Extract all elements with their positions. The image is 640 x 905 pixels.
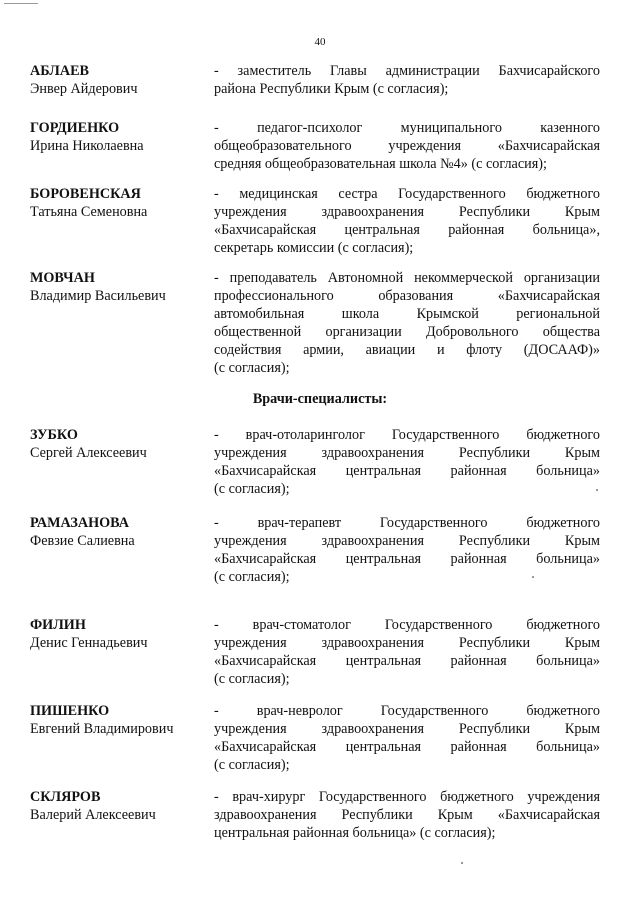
scan-corner-mark: [4, 0, 38, 4]
member-surname: ЗУБКО: [30, 427, 78, 443]
role-line: «Бахчисарайская центральная районная больница»: [214, 739, 600, 755]
role-line: (с согласия);: [214, 481, 290, 497]
member-surname: СКЛЯРОВ: [30, 789, 101, 805]
member-surname: ГОРДИЕНКО: [30, 120, 120, 136]
role-line: учреждения здравоохранения Республики Крым: [214, 445, 600, 461]
member-name: [30, 62, 210, 98]
role-line: - заместитель Главы администрации Бахчисарайского: [214, 63, 600, 79]
member-surname: ФИЛИН: [30, 617, 86, 633]
member-given-name: Февзие Салиевна: [30, 533, 135, 549]
role-line: - врач-отоларинголог Государственного бюджетного: [214, 427, 600, 443]
role-line: «Бахчисарайская центральная районная больница»,: [214, 222, 600, 238]
member-role: [214, 119, 600, 173]
member-surname: РАМАЗАНОВА: [30, 515, 129, 531]
role-line: - педагог-психолог муниципального казенного: [214, 120, 600, 136]
member-role: [214, 426, 600, 498]
role-line: секретарь комиссии (с согласия);: [214, 240, 414, 256]
role-line: содействия армии, авиации и флоту (ДОСААФ)»: [214, 342, 600, 358]
member-given-name: Энвер Айдерович: [30, 81, 138, 97]
member-name: [30, 788, 210, 824]
role-line: учреждения здравоохранения Республики Крым: [214, 533, 600, 549]
role-line: учреждения здравоохранения Республики Крым: [214, 204, 600, 220]
role-line: (с согласия);: [214, 569, 290, 585]
role-line: - врач-хирург Государственного бюджетного учреждения: [214, 789, 600, 805]
member-name: [30, 119, 210, 155]
role-line: - медицинская сестра Государственного бюджетного: [214, 186, 600, 202]
role-line: района Республики Крым (с согласия);: [214, 81, 449, 97]
member-surname: ПИШЕНКО: [30, 703, 110, 719]
member-role: [214, 514, 600, 586]
role-line: (с согласия);: [214, 360, 290, 376]
scan-speck: [596, 489, 598, 491]
member-name: [30, 702, 210, 738]
role-line: средняя общеобразовательная школа №4» (с согласия);: [214, 156, 547, 172]
role-line: автомобильная школа Крымской региональной: [214, 306, 600, 322]
scan-speck: [532, 576, 534, 578]
member-given-name: Татьяна Семеновна: [30, 204, 148, 220]
role-line: «Бахчисарайская центральная районная больница»: [214, 551, 600, 567]
role-line: - врач-терапевт Государственного бюджетного: [214, 515, 600, 531]
role-line: центральная районная больница» (с согласия);: [214, 825, 496, 841]
role-line: здравоохранения Республики Крым «Бахчисарайская: [214, 807, 600, 823]
member-role: [214, 788, 600, 842]
member-role: [214, 62, 600, 98]
member-given-name: Сергей Алексеевич: [30, 445, 147, 461]
role-line: (с согласия);: [214, 671, 290, 687]
member-given-name: Валерий Алексеевич: [30, 807, 156, 823]
role-line: - врач-невролог Государственного бюджетного: [214, 703, 600, 719]
role-line: «Бахчисарайская центральная районная больница»: [214, 463, 600, 479]
member-given-name: Владимир Васильевич: [30, 288, 166, 304]
member-name: [30, 616, 210, 652]
section-heading: Врачи-специалисты:: [252, 391, 388, 407]
role-line: учреждения здравоохранения Республики Крым: [214, 635, 600, 651]
role-line: учреждения здравоохранения Республики Крым: [214, 721, 600, 737]
member-name: [30, 426, 210, 462]
role-line: «Бахчисарайская центральная районная больница»: [214, 653, 600, 669]
role-line: профессионального образования «Бахчисарайская: [214, 288, 600, 304]
member-name: [30, 514, 210, 550]
member-name: [30, 269, 210, 305]
member-role: [214, 702, 600, 774]
member-role: [214, 269, 600, 377]
role-line: общеобразовательного учреждения «Бахчисарайская: [214, 138, 600, 154]
member-given-name: Денис Геннадьевич: [30, 635, 148, 651]
role-line: - преподаватель Автономной некоммерческой организации: [214, 270, 600, 286]
member-given-name: Ирина Николаевна: [30, 138, 144, 154]
member-role: [214, 185, 600, 257]
role-line: - врач-стоматолог Государственного бюджетного: [214, 617, 600, 633]
member-name: [30, 185, 210, 221]
member-role: [214, 616, 600, 688]
role-line: общественной организации Добровольного общества: [214, 324, 600, 340]
page-number: 40: [314, 36, 326, 48]
member-given-name: Евгений Владимирович: [30, 721, 174, 737]
member-surname: БОРОВЕНСКАЯ: [30, 186, 141, 202]
member-surname: МОВЧАН: [30, 270, 95, 286]
scan-speck: [461, 862, 463, 864]
role-line: (с согласия);: [214, 757, 290, 773]
member-surname: АБЛАЕВ: [30, 63, 90, 79]
